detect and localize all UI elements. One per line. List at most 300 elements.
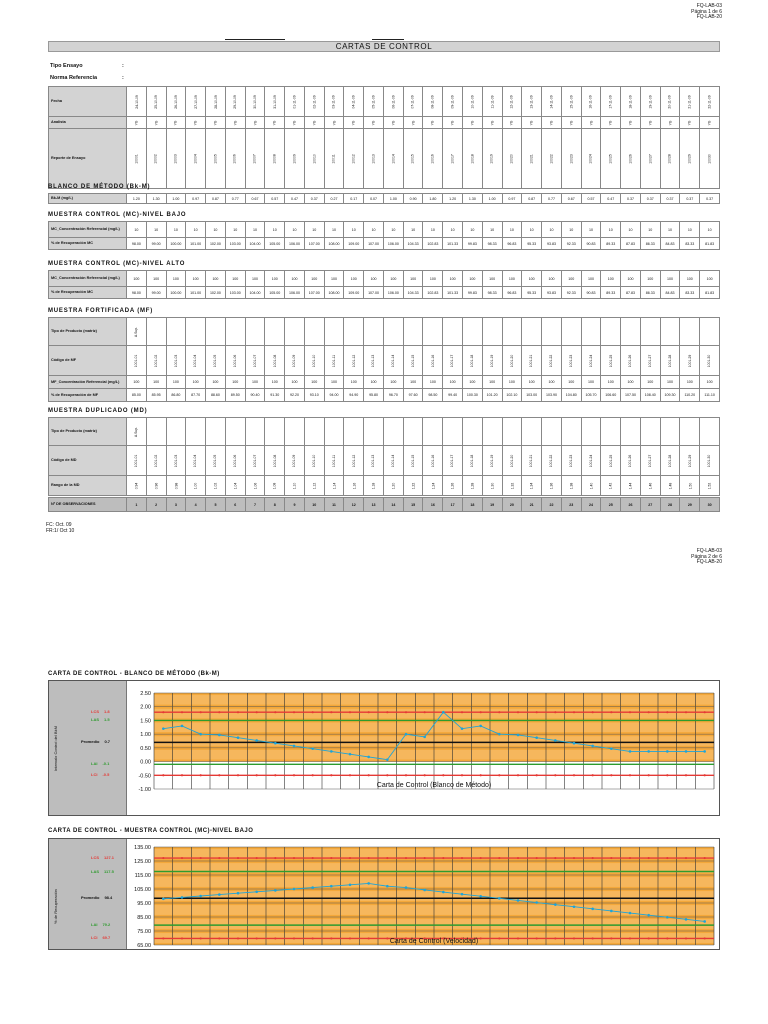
mf-conc-value: 100 bbox=[331, 380, 338, 384]
md-codigo-cell bbox=[621, 446, 641, 476]
mc-alto-conc-cell bbox=[423, 271, 443, 287]
blanco-row-label: Bk-M (mg/L) bbox=[49, 194, 127, 204]
limit-marker bbox=[237, 937, 239, 939]
mf-conc-value: 100 bbox=[548, 380, 555, 384]
md-rango-value: 1.22 bbox=[411, 482, 416, 489]
mc-bajo-conc-value: 10 bbox=[411, 227, 416, 232]
mf-rec-cell bbox=[601, 389, 621, 402]
blanco-value: 0.77 bbox=[231, 196, 239, 201]
data-point bbox=[498, 897, 501, 900]
mf-conc-cell bbox=[186, 376, 206, 389]
limit-marker bbox=[704, 857, 706, 859]
mc-alto-rec-cell bbox=[206, 287, 226, 299]
data-point bbox=[386, 885, 389, 888]
md-codigo-cell bbox=[166, 446, 186, 476]
mf-codigo-value: 1001-13 bbox=[371, 354, 376, 367]
fecha-cell bbox=[502, 87, 522, 117]
analista-value: YG bbox=[430, 120, 435, 125]
blanco-value: 0.57 bbox=[587, 196, 595, 201]
limit-marker bbox=[704, 774, 706, 776]
mf-codigo-cell bbox=[601, 346, 621, 376]
obs-cell bbox=[482, 498, 502, 512]
data-point bbox=[181, 725, 184, 728]
mf-tipo-cell bbox=[660, 318, 680, 346]
limit-marker bbox=[517, 711, 519, 713]
fecha-cell bbox=[245, 87, 265, 117]
mc-alto-rec-cell bbox=[265, 287, 285, 299]
limit-marker bbox=[218, 937, 220, 939]
md-codigo-value: 1001-23 bbox=[569, 454, 574, 467]
mf-codigo-cell bbox=[403, 346, 423, 376]
analista-cell bbox=[561, 117, 581, 129]
fecha-value: 29-10-09 bbox=[233, 94, 238, 109]
mf-codigo-value: 1001-20 bbox=[509, 354, 514, 367]
mf-codigo-value: 1001-15 bbox=[411, 354, 416, 367]
obs-cell bbox=[443, 498, 463, 512]
mf-rec-cell bbox=[443, 389, 463, 402]
mc-bajo-conc-cell bbox=[502, 222, 522, 238]
mc-bajo-rec-cell bbox=[166, 238, 186, 250]
mc-alto-conc-value: 100 bbox=[251, 276, 258, 281]
limit-marker bbox=[685, 774, 687, 776]
mf-codigo-value: 1001-11 bbox=[332, 354, 337, 367]
mc-bajo-conc-cell bbox=[522, 222, 542, 238]
mc-alto-rec-cell bbox=[601, 287, 621, 299]
fecha-value: 24-10-09 bbox=[134, 94, 139, 109]
obs-value: 7 bbox=[253, 502, 256, 507]
mc-bajo-rec-cell bbox=[542, 238, 562, 250]
fecha-cell bbox=[423, 87, 443, 117]
mf-rec-value: 87.70 bbox=[191, 393, 201, 397]
reporte-cell bbox=[403, 129, 423, 189]
md-rango-value: 1.44 bbox=[628, 482, 633, 489]
tipo-ensayo-colon: : bbox=[122, 63, 124, 69]
mf-tipo-cell bbox=[186, 318, 206, 346]
mc-bajo-conc-value: 10 bbox=[134, 227, 139, 232]
data-point bbox=[162, 727, 165, 730]
mc-alto-rec-value: 92.33 bbox=[566, 290, 576, 295]
mc-alto-rec-value: 106.00 bbox=[289, 290, 300, 295]
data-point bbox=[461, 893, 464, 896]
obs-cell bbox=[383, 498, 403, 512]
mf-tipo-cell bbox=[285, 318, 305, 346]
limit-marker bbox=[666, 857, 668, 859]
mf-conc-value: 100 bbox=[489, 380, 496, 384]
mc-bajo-rec-cell bbox=[225, 238, 245, 250]
mf-tipo-value: A.Sup. bbox=[134, 326, 139, 337]
data-point bbox=[293, 888, 296, 891]
analista-cell bbox=[680, 117, 700, 129]
md-rango-cell bbox=[463, 476, 483, 496]
md-rango-cell bbox=[344, 476, 364, 496]
mf-tipo-cell bbox=[166, 318, 186, 346]
mf-conc-value: 100 bbox=[647, 380, 654, 384]
mc-alto-rec-value: 99.83 bbox=[467, 290, 477, 295]
mc-alto-conc-cell bbox=[285, 271, 305, 287]
mc-bajo-rec-value: 99.00 bbox=[151, 241, 161, 246]
md-rango-cell bbox=[660, 476, 680, 496]
analista-value: YG bbox=[648, 120, 653, 125]
obs-value: 28 bbox=[668, 502, 673, 507]
limit-label-lcs bbox=[91, 855, 114, 860]
blanco-cell bbox=[601, 194, 621, 204]
limit-marker bbox=[517, 857, 519, 859]
limit-marker bbox=[629, 711, 631, 713]
md-tipo-cell bbox=[700, 418, 720, 446]
md-rango-cell bbox=[166, 476, 186, 496]
obs-value: 8 bbox=[273, 502, 276, 507]
mc-bajo-rec-cell bbox=[285, 238, 305, 250]
mc-alto-conc-value: 100 bbox=[627, 276, 634, 281]
mf-tipo-cell bbox=[324, 318, 344, 346]
mc-alto-rec-value: 103.00 bbox=[229, 290, 241, 295]
md-tipo-cell bbox=[304, 418, 324, 446]
chart-blanco-ylabel: Intervalo Control del BkM bbox=[53, 726, 58, 771]
mc-bajo-rec-value: 109.00 bbox=[348, 241, 360, 246]
mc-alto-rec-cell bbox=[285, 287, 305, 299]
mf-rec-value: 97.60 bbox=[408, 393, 418, 397]
mc-bajo-rec-cell bbox=[146, 238, 166, 250]
obs-value: 17 bbox=[450, 502, 455, 507]
mc-bajo-rec-value: 105.00 bbox=[269, 241, 281, 246]
limit-value: 98.4 bbox=[104, 895, 113, 901]
mc-alto-table bbox=[48, 270, 720, 299]
blanco-value: 1.00 bbox=[488, 196, 496, 201]
mc-bajo-rec-value: 93.83 bbox=[546, 241, 556, 246]
data-point bbox=[181, 896, 184, 899]
mc-alto-rec-value: 87.83 bbox=[626, 290, 636, 295]
analista-label: Analista bbox=[49, 117, 127, 129]
mf-conc-cell bbox=[443, 376, 463, 389]
md-rango-cell bbox=[403, 476, 423, 496]
mf-codigo-value: 1001-19 bbox=[490, 354, 495, 367]
limit-marker bbox=[424, 711, 426, 713]
analista-value: YG bbox=[134, 120, 139, 125]
blanco-value: 0.27 bbox=[330, 196, 338, 201]
mc-bajo-rec-cell bbox=[304, 238, 324, 250]
mc-alto-conc-value: 100 bbox=[686, 276, 693, 281]
limit-marker bbox=[461, 711, 463, 713]
page-header-1 bbox=[691, 4, 722, 21]
md-section-title: MUESTRA DUPLICADO (MD) bbox=[48, 408, 148, 414]
blanco-cell bbox=[383, 194, 403, 204]
data-point bbox=[349, 753, 352, 756]
fecha-value: 21-11-09 bbox=[687, 94, 692, 109]
limit-marker bbox=[704, 711, 706, 713]
limit-marker bbox=[256, 711, 258, 713]
blanco-value: 0.37 bbox=[706, 196, 714, 201]
obs-value: 9 bbox=[293, 502, 296, 507]
mc-bajo-rec-cell bbox=[522, 238, 542, 250]
fecha-cell bbox=[304, 87, 324, 117]
md-codigo-cell bbox=[561, 446, 581, 476]
mf-rec-cell bbox=[621, 389, 641, 402]
mc-bajo-conc-value: 10 bbox=[707, 227, 712, 232]
data-point bbox=[554, 903, 557, 906]
md-codigo-cell bbox=[700, 446, 720, 476]
mf-codigo-value: 1001-08 bbox=[272, 354, 277, 367]
data-point bbox=[591, 745, 594, 748]
mc-bajo-rec-value: 99.83 bbox=[467, 241, 477, 246]
md-codigo-cell bbox=[581, 446, 601, 476]
limit-marker bbox=[349, 937, 351, 939]
mc-alto-conc-cell bbox=[621, 271, 641, 287]
mc-alto-rec-cell bbox=[324, 287, 344, 299]
blanco-cell bbox=[621, 194, 641, 204]
mc-alto-conc-cell bbox=[581, 271, 601, 287]
reporte-cell bbox=[443, 129, 463, 189]
mc-bajo-rec-cell bbox=[403, 238, 423, 250]
analista-value: YG bbox=[529, 120, 534, 125]
obs-value: 6 bbox=[234, 502, 237, 507]
y-tick-label: 1.00 bbox=[140, 732, 151, 739]
mf-tipo-cell bbox=[344, 318, 364, 346]
md-rango-cell bbox=[245, 476, 265, 496]
mc-alto-conc-cell bbox=[127, 271, 147, 287]
data-point bbox=[703, 920, 706, 923]
md-tipo-cell bbox=[423, 418, 443, 446]
md-codigo-cell bbox=[443, 446, 463, 476]
mc-bajo-conc-cell bbox=[265, 222, 285, 238]
analista-cell bbox=[581, 117, 601, 129]
mc-bajo-rec-label: % de Recuperación MC bbox=[49, 238, 127, 250]
reporte-cell bbox=[206, 129, 226, 189]
mf-rec-cell bbox=[265, 389, 285, 402]
md-rango-cell bbox=[304, 476, 324, 496]
md-rango-value: 1.16 bbox=[351, 482, 356, 489]
limit-value: 79.2 bbox=[102, 922, 111, 928]
mf-conc-cell bbox=[700, 376, 720, 389]
mc-alto-rec-value: 104.00 bbox=[249, 290, 261, 295]
mf-tipo-cell bbox=[640, 318, 660, 346]
md-codigo-value: 1001-04 bbox=[193, 454, 198, 467]
blanco-cell bbox=[680, 194, 700, 204]
md-rango-value: 1.48 bbox=[668, 482, 673, 489]
mc-bajo-rec-value: 81.83 bbox=[705, 241, 715, 246]
mc-bajo-conc-value: 10 bbox=[549, 227, 554, 232]
mf-rec-cell bbox=[561, 389, 581, 402]
md-codigo-value: 1001-09 bbox=[292, 454, 297, 467]
mc-alto-conc-value: 100 bbox=[568, 276, 575, 281]
fecha-cell bbox=[443, 87, 463, 117]
norma-label: Norma Referencia bbox=[50, 75, 98, 81]
md-rango-value: 1.50 bbox=[687, 482, 692, 489]
limit-marker bbox=[629, 774, 631, 776]
reporte-value: 10011 bbox=[332, 153, 337, 164]
md-codigo-value: 1001-06 bbox=[233, 454, 238, 467]
mc-bajo-conc-cell bbox=[561, 222, 581, 238]
mf-codigo-value: 1001-10 bbox=[312, 354, 317, 367]
md-rango-value: 1.34 bbox=[529, 482, 534, 489]
blanco-value: 0.37 bbox=[627, 196, 635, 201]
obs-value: 12 bbox=[351, 502, 356, 507]
md-rango-value: 1.38 bbox=[569, 482, 574, 489]
mf-rec-value: 96.70 bbox=[388, 393, 398, 397]
page-number: Página 1 de 6 bbox=[691, 8, 722, 15]
mc-alto-conc-value: 100 bbox=[133, 276, 140, 281]
md-rango-cell bbox=[621, 476, 641, 496]
limit-marker bbox=[349, 857, 351, 859]
limit-name: Promedio bbox=[81, 739, 100, 745]
md-rango-value: 1.02 bbox=[213, 482, 218, 489]
reporte-cell bbox=[621, 129, 641, 189]
limit-marker bbox=[312, 857, 314, 859]
mc-alto-rec-cell bbox=[621, 287, 641, 299]
mc-alto-conc-cell bbox=[364, 271, 384, 287]
mf-codigo-cell bbox=[522, 346, 542, 376]
analista-value: YG bbox=[272, 120, 277, 125]
mf-codigo-cell bbox=[680, 346, 700, 376]
mc-alto-rec-cell bbox=[561, 287, 581, 299]
mf-conc-value: 100 bbox=[370, 380, 377, 384]
limit-name: LAS bbox=[91, 868, 99, 874]
md-codigo-cell bbox=[601, 446, 621, 476]
reporte-value: 10010 bbox=[312, 153, 317, 164]
mf-conc-value: 100 bbox=[133, 380, 140, 384]
limit-marker bbox=[554, 774, 556, 776]
reporte-value: 10018 bbox=[470, 153, 475, 164]
mc-bajo-rec-value: 102.00 bbox=[209, 241, 221, 246]
blanco-cell bbox=[502, 194, 522, 204]
data-point bbox=[461, 727, 464, 730]
obs-cell bbox=[423, 498, 443, 512]
md-rango-value: 1.14 bbox=[332, 482, 337, 489]
reporte-cell bbox=[304, 129, 324, 189]
mf-codigo-cell bbox=[561, 346, 581, 376]
mc-alto-rec-cell bbox=[522, 287, 542, 299]
blanco-value: 0.17 bbox=[350, 196, 358, 201]
reporte-value: 10021 bbox=[529, 153, 534, 164]
mf-rec-cell bbox=[186, 389, 206, 402]
mf-rec-value: 103.00 bbox=[526, 393, 538, 397]
fecha-cell bbox=[127, 87, 147, 117]
fecha-value: 26-10-09 bbox=[173, 94, 178, 109]
data-point bbox=[311, 747, 314, 750]
blanco-cell bbox=[304, 194, 324, 204]
obs-value: 27 bbox=[648, 502, 653, 507]
limit-marker bbox=[573, 774, 575, 776]
md-tipo-cell bbox=[324, 418, 344, 446]
limit-marker bbox=[237, 857, 239, 859]
limit-marker bbox=[442, 857, 444, 859]
limit-marker bbox=[536, 711, 538, 713]
analista-value: YG bbox=[628, 120, 633, 125]
mc-alto-conc-cell bbox=[601, 271, 621, 287]
md-rango-value: 1.10 bbox=[292, 482, 297, 489]
obs-table bbox=[48, 497, 720, 512]
fecha-value: 06-11-09 bbox=[391, 94, 396, 109]
mf-tipo-cell bbox=[304, 318, 324, 346]
blanco-cell bbox=[265, 194, 285, 204]
mf-codigo-value: 1001-16 bbox=[430, 354, 435, 367]
obs-value: 4 bbox=[194, 502, 197, 507]
mc-bajo-conc-cell bbox=[443, 222, 463, 238]
obs-value: 19 bbox=[490, 502, 495, 507]
analista-value: YG bbox=[312, 120, 317, 125]
md-codigo-cell bbox=[542, 446, 562, 476]
mc-bajo-conc-value: 10 bbox=[569, 227, 574, 232]
analista-value: YG bbox=[193, 120, 198, 125]
limit-marker bbox=[162, 937, 164, 939]
blanco-value: 0.37 bbox=[686, 196, 694, 201]
md-rango-value: 1.26 bbox=[450, 482, 455, 489]
data-point bbox=[237, 736, 240, 739]
mc-bajo-rec-value: 98.33 bbox=[487, 241, 497, 246]
mc-alto-conc-value: 100 bbox=[390, 276, 397, 281]
analista-value: YG bbox=[450, 120, 455, 125]
mc-bajo-rec-cell bbox=[265, 238, 285, 250]
fecha-cell bbox=[265, 87, 285, 117]
mc-alto-rec-value: 101.00 bbox=[190, 290, 202, 295]
mf-conc-cell bbox=[423, 376, 443, 389]
blanco-value: 0.37 bbox=[310, 196, 318, 201]
limit-marker bbox=[162, 857, 164, 859]
mc-alto-conc-value: 100 bbox=[607, 276, 614, 281]
obs-value: 30 bbox=[707, 502, 712, 507]
mc-alto-rec-value: 84.83 bbox=[665, 290, 675, 295]
obs-cell bbox=[285, 498, 305, 512]
md-codigo-value: 1001-01 bbox=[134, 454, 139, 467]
blanco-value: 1.80 bbox=[429, 196, 437, 201]
data-point bbox=[199, 895, 202, 898]
limit-marker bbox=[610, 774, 612, 776]
mf-rec-cell bbox=[127, 389, 147, 402]
mc-alto-rec-value: 83.33 bbox=[685, 290, 695, 295]
limit-marker bbox=[293, 774, 295, 776]
md-rango-value: 0.98 bbox=[173, 482, 178, 489]
analista-cell bbox=[146, 117, 166, 129]
obs-cell bbox=[127, 498, 147, 512]
data-point bbox=[703, 750, 706, 753]
blanco-cell bbox=[344, 194, 364, 204]
md-rango-cell bbox=[206, 476, 226, 496]
fecha-cell bbox=[206, 87, 226, 117]
obs-value: 26 bbox=[628, 502, 633, 507]
blanco-section-title: BLANCO DE MÉTODO (Bk-M) bbox=[48, 184, 151, 190]
limit-marker bbox=[480, 937, 482, 939]
limit-marker bbox=[554, 937, 556, 939]
blanco-value: 1.30 bbox=[468, 196, 476, 201]
mf-codigo-cell bbox=[621, 346, 641, 376]
limit-marker bbox=[610, 937, 612, 939]
limit-marker bbox=[666, 711, 668, 713]
md-codigo-value: 1001-26 bbox=[628, 454, 633, 467]
analista-cell bbox=[463, 117, 483, 129]
mf-codigo-value: 1001-14 bbox=[391, 354, 396, 367]
md-codigo-value: 1001-08 bbox=[272, 454, 277, 467]
mc-alto-conc-cell bbox=[265, 271, 285, 287]
mf-rec-cell bbox=[146, 389, 166, 402]
mf-conc-cell bbox=[561, 376, 581, 389]
blanco-cell bbox=[324, 194, 344, 204]
md-codigo-cell bbox=[463, 446, 483, 476]
mc-bajo-rec-cell bbox=[621, 238, 641, 250]
title-underline-right bbox=[372, 39, 404, 40]
mf-codigo-value: 1001-09 bbox=[292, 354, 297, 367]
md-rango-value: 1.20 bbox=[391, 482, 396, 489]
obs-cell bbox=[463, 498, 483, 512]
page-number: Página 2 de 6 bbox=[691, 553, 722, 560]
blanco-cell bbox=[206, 194, 226, 204]
mc-bajo-conc-cell bbox=[403, 222, 423, 238]
mc-alto-rec-value: 90.83 bbox=[586, 290, 596, 295]
md-codigo-value: 1001-17 bbox=[450, 454, 455, 467]
obs-cell bbox=[660, 498, 680, 512]
mc-alto-rec-cell bbox=[502, 287, 522, 299]
mc-bajo-conc-cell bbox=[344, 222, 364, 238]
mc-bajo-conc-value: 10 bbox=[391, 227, 396, 232]
md-codigo-value: 1001-30 bbox=[707, 454, 712, 467]
